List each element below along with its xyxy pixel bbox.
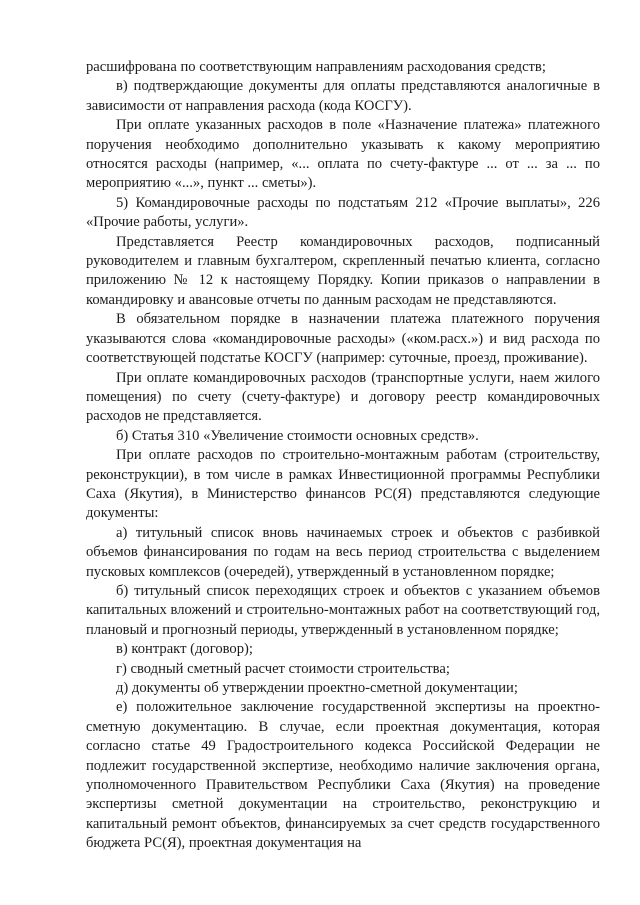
paragraph-15: е) положительное заключение государственной экспертизы на проектно-сметную документацию. В случае, если проектная документация, которая согласно статье 49 Градостроительного кодекса Российской Федерации не подлежит государственной экспертизе, необходимо наличие заключения органа, уполномоченного Правительством Республики Саха (Якутия) на проведение экспертизы сметной документации на строительство, реконструкцию и капитальный ремонт объектов, финансируемых за счет средств государственного бюджета РС(Я), проектная документация на xyxy=(86,699,600,852)
paragraph-6: В обязательном порядке в назначении платежа платежного поручения указываются слова «командировочные расходы» («ком.расх.») и вид расхода по соответствующей подстатье КОСГУ (например: суточные, проезд, проживание). xyxy=(86,311,600,367)
paragraph-1: расшифрована по соответствующим направлениям расходования средств; xyxy=(86,59,546,75)
paragraph-13: г) сводный сметный расчет стоимости строительства; xyxy=(116,660,450,677)
paragraph-5: Представляется Реестр командировочных расходов, подписанный руководителем и главным бухгалтером, скрепленный печатью клиента, согласно приложению № 12 к настоящему Порядку. Копии приказов о направлении в командировку и авансовые отчеты по данным расходам не представляются. xyxy=(86,233,600,308)
paragraph-12: в) контракт (договор); xyxy=(116,641,253,658)
paragraph-3: При оплате указанных расходов в поле «Назначение платежа» платежного поручения необходимо дополнительно указывать к какому мероприятию относятся расходы (например, «... оплата по счету-фактуре ... от ... за ... по мероприятию «...», пункт ... сметы»). xyxy=(86,117,600,192)
paragraph-8: б) Статья 310 «Увеличение стоимости основных средств». xyxy=(116,427,479,444)
paragraph-14: д) документы об утверждении проектно-сметной документации; xyxy=(116,680,518,696)
paragraph-11: б) титульный список переходящих строек и объектов с указанием объемов капитальных вложений и строительно-монтажных работ на соответствующий год, плановый и прогнозный периоды, утвержденный в установленном порядке; xyxy=(86,582,600,638)
paragraph-9: При оплате расходов по строительно-монтажным работам (строительству, реконструкции), в том числе в рамках Инвестиционной программы Республики Саха (Якутия), в Министерство финансов РС(Я) представляются следующие документы: xyxy=(86,447,600,522)
paragraph-10: а) титульный список вновь начинаемых строек и объектов с разбивкой объемов финансирования по годам на весь период строительства с выделением пусковых комплексов (очередей), утвержденный в установленном порядке; xyxy=(86,524,600,580)
paragraph-7: При оплате командировочных расходов (транспортные услуги, наем жилого помещения) по счету (счету-фактуре) и договору реестр командировочных расходов не представляется. xyxy=(86,369,600,425)
paragraph-2: в) подтверждающие документы для оплаты представляются аналогичные в зависимости от направления расхода (кода КОСГУ). xyxy=(86,78,600,114)
paragraph-4: 5) Командировочные расходы по подстатьям 212 «Прочие выплаты», 226 «Прочие работы, услуги». xyxy=(86,194,600,231)
